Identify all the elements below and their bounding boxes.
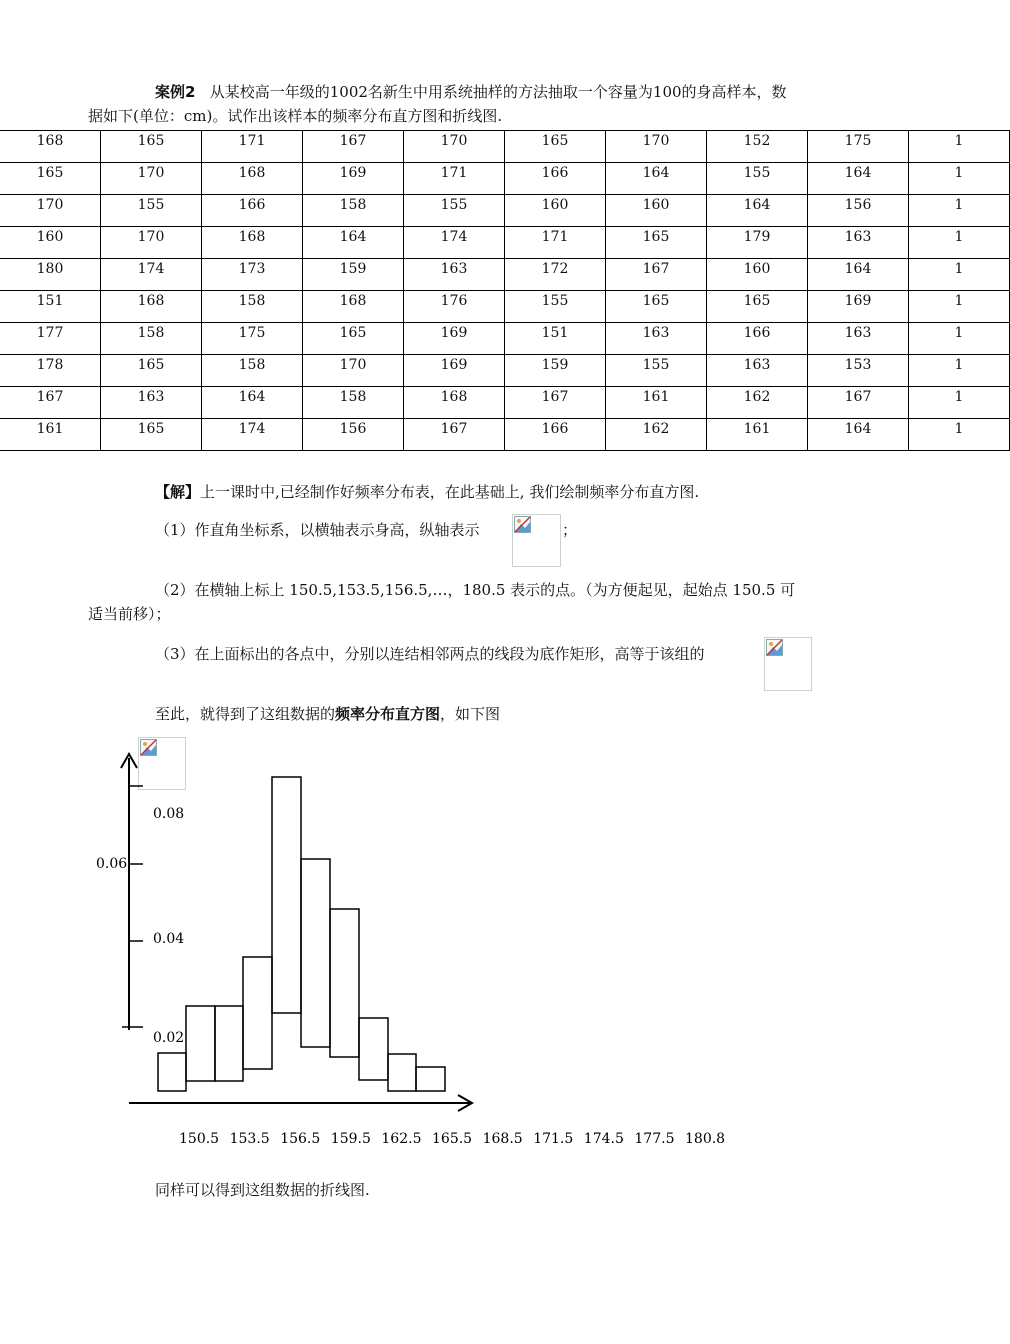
y-tick-label: 0.08	[153, 806, 185, 822]
x-tick-label: 159.5	[330, 1131, 371, 1147]
table-row	[0, 195, 1010, 227]
table-cell: 163	[101, 387, 202, 419]
table-cell: 172	[505, 259, 606, 291]
solution-label: 【解】	[155, 483, 201, 501]
y-tick-label: 0.02	[153, 1030, 185, 1046]
broken-image-icon	[766, 639, 783, 656]
problem-label: 案例2	[155, 83, 196, 101]
table-cell: 160	[0, 227, 101, 259]
x-tick-label: 150.5	[179, 1131, 220, 1147]
histogram-bar	[359, 1018, 388, 1080]
x-tick-label: 162.5	[381, 1131, 422, 1147]
table-cell: 165	[505, 131, 606, 163]
table-cell: 158	[202, 291, 303, 323]
table-cell: 169	[303, 163, 404, 195]
table-cell: 178	[0, 355, 101, 387]
table-row	[0, 387, 1010, 419]
table-cell: 155	[606, 355, 707, 387]
table-cell: 160	[606, 195, 707, 227]
table-cell: 165	[101, 355, 202, 387]
histogram-bar	[388, 1054, 416, 1091]
x-tick-label: 156.5	[280, 1131, 321, 1147]
table-cell: 152	[707, 131, 808, 163]
table-cell: 163	[808, 227, 909, 259]
solution-intro	[155, 480, 699, 505]
table-row	[0, 227, 1010, 259]
table-cell: 165	[303, 323, 404, 355]
table-cell: 170	[303, 355, 404, 387]
histogram-bar	[416, 1067, 445, 1091]
table-cell: 153	[808, 355, 909, 387]
table-cell: 170	[101, 163, 202, 195]
table-cell: 155	[505, 291, 606, 323]
step-1-end: ；	[562, 521, 578, 539]
table-cell: 168	[101, 291, 202, 323]
table-cell: 170	[101, 227, 202, 259]
table-cell: 164	[808, 163, 909, 195]
table-cell: 165	[101, 419, 202, 451]
table-cell: 151	[505, 323, 606, 355]
table-cell: 164	[606, 163, 707, 195]
step-2-line-2: 适当前移）；	[88, 605, 171, 623]
table-row	[0, 259, 1010, 291]
table-cell: 161	[606, 387, 707, 419]
x-tick-label: 165.5	[432, 1131, 473, 1147]
table-cell: 168	[303, 291, 404, 323]
table-cell: 163	[808, 323, 909, 355]
table-cell: 164	[808, 259, 909, 291]
table-cell: 171	[202, 131, 303, 163]
histogram-bar	[272, 777, 301, 1013]
histogram-bar	[330, 909, 359, 1057]
table-cell: 167	[808, 387, 909, 419]
histogram-chart	[0, 740, 950, 1170]
table-cell: 1	[909, 387, 1010, 419]
table-cell: 1	[909, 227, 1010, 259]
table-cell: 165	[707, 291, 808, 323]
table-cell: 161	[0, 419, 101, 451]
table-cell: 156	[808, 195, 909, 227]
table-cell: 170	[0, 195, 101, 227]
table-cell: 168	[202, 163, 303, 195]
table-cell: 158	[303, 195, 404, 227]
table-cell: 166	[505, 163, 606, 195]
table-cell: 167	[0, 387, 101, 419]
table-row	[0, 355, 1010, 387]
x-tick-label: 177.5	[634, 1131, 675, 1147]
table-cell: 161	[707, 419, 808, 451]
table-cell: 1	[909, 259, 1010, 291]
conclusion-bold: 频率分布直方图	[335, 705, 441, 723]
table-cell: 175	[808, 131, 909, 163]
height-data-table	[0, 130, 1010, 451]
table-row	[0, 131, 1010, 163]
table-cell: 155	[101, 195, 202, 227]
conclusion	[155, 702, 500, 727]
y-tick-label: 0.04	[153, 931, 185, 947]
broken-image-icon	[514, 516, 531, 533]
problem-line-1	[155, 80, 787, 105]
table-cell: 1	[909, 355, 1010, 387]
table-cell: 1	[909, 195, 1010, 227]
histogram-bar	[186, 1006, 215, 1081]
table-cell: 179	[707, 227, 808, 259]
table-cell: 160	[707, 259, 808, 291]
table-row	[0, 163, 1010, 195]
table-cell: 165	[606, 227, 707, 259]
table-cell: 166	[202, 195, 303, 227]
table-cell: 155	[707, 163, 808, 195]
problem-line-2: 据如下(单位：cm)。试作出该样本的频率分布直方图和折线图.	[88, 107, 503, 125]
histogram-bar	[301, 859, 330, 1047]
table-cell: 159	[505, 355, 606, 387]
solution-intro-text: 上一课时中,已经制作好频率分布表，在此基础上, 我们绘制频率分布直方图.	[200, 483, 700, 501]
table-cell: 167	[505, 387, 606, 419]
table-cell: 166	[505, 419, 606, 451]
table-row	[0, 323, 1010, 355]
table-cell: 168	[0, 131, 101, 163]
table-cell: 158	[303, 387, 404, 419]
table-cell: 164	[303, 227, 404, 259]
table-cell: 163	[707, 355, 808, 387]
table-cell: 166	[707, 323, 808, 355]
table-cell: 171	[505, 227, 606, 259]
table-cell: 165	[606, 291, 707, 323]
table-cell: 162	[606, 419, 707, 451]
y-tick-label: 0.06	[96, 856, 128, 872]
table-cell: 163	[404, 259, 505, 291]
table-cell: 164	[707, 195, 808, 227]
x-tick-labels	[179, 1131, 725, 1147]
table-cell: 171	[404, 163, 505, 195]
table-cell: 169	[404, 355, 505, 387]
table-cell: 155	[404, 195, 505, 227]
table-cell: 180	[0, 259, 101, 291]
problem-text-1: 从某校高一年级的1002名新生中用系统抽样的方法抽取一个容量为100的身高样本，数	[209, 83, 787, 101]
table-cell: 1	[909, 163, 1010, 195]
histogram-bar	[158, 1053, 186, 1091]
table-cell: 177	[0, 323, 101, 355]
table-cell: 167	[303, 131, 404, 163]
table-cell: 164	[202, 387, 303, 419]
table-cell: 160	[505, 195, 606, 227]
table-cell: 167	[606, 259, 707, 291]
x-tick-label: 168.5	[482, 1131, 523, 1147]
step-1: （1）作直角坐标系，以横轴表示身高，纵轴表示	[155, 521, 480, 539]
table-cell: 174	[404, 227, 505, 259]
x-tick-label: 171.5	[533, 1131, 574, 1147]
table-cell: 174	[202, 419, 303, 451]
histogram-bar	[215, 1006, 243, 1081]
table-cell: 151	[0, 291, 101, 323]
table-cell: 170	[404, 131, 505, 163]
table-cell: 158	[202, 355, 303, 387]
formula-image-placeholder	[764, 637, 812, 691]
table-cell: 176	[404, 291, 505, 323]
x-tick-label: 180.8	[685, 1131, 726, 1147]
table-cell: 174	[101, 259, 202, 291]
table-cell: 159	[303, 259, 404, 291]
x-tick-label: 153.5	[229, 1131, 270, 1147]
table-cell: 158	[101, 323, 202, 355]
table-cell: 1	[909, 131, 1010, 163]
table-cell: 1	[909, 323, 1010, 355]
x-tick-label: 174.5	[583, 1131, 624, 1147]
conclusion-pre: 至此，就得到了这组数据的	[155, 705, 336, 723]
table-cell: 162	[707, 387, 808, 419]
table-cell: 167	[404, 419, 505, 451]
table-cell: 169	[808, 291, 909, 323]
table-row	[0, 419, 1010, 451]
table-cell: 165	[0, 163, 101, 195]
table-cell: 165	[101, 131, 202, 163]
step-3: （3）在上面标出的各点中，分别以连结相邻两点的线段为底作矩形，高等于该组的	[155, 645, 705, 663]
table-cell: 168	[404, 387, 505, 419]
table-cell: 170	[606, 131, 707, 163]
table-cell: 1	[909, 291, 1010, 323]
table-cell: 1	[909, 419, 1010, 451]
conclusion-post: ，如下图	[440, 705, 501, 723]
table-cell: 175	[202, 323, 303, 355]
histogram-bar	[243, 957, 272, 1069]
table-row	[0, 291, 1010, 323]
table-cell: 169	[404, 323, 505, 355]
formula-image-placeholder	[512, 514, 561, 567]
closing-text: 同样可以得到这组数据的折线图.	[155, 1181, 370, 1199]
table-cell: 164	[808, 419, 909, 451]
table-cell: 163	[606, 323, 707, 355]
table-cell: 173	[202, 259, 303, 291]
table-cell: 168	[202, 227, 303, 259]
step-2-line-1: （2）在横轴上标上 150.5,153.5,156.5,…，180.5 表示的点。（为方便起见，起始点 150.5 可	[155, 581, 796, 599]
table-cell: 156	[303, 419, 404, 451]
